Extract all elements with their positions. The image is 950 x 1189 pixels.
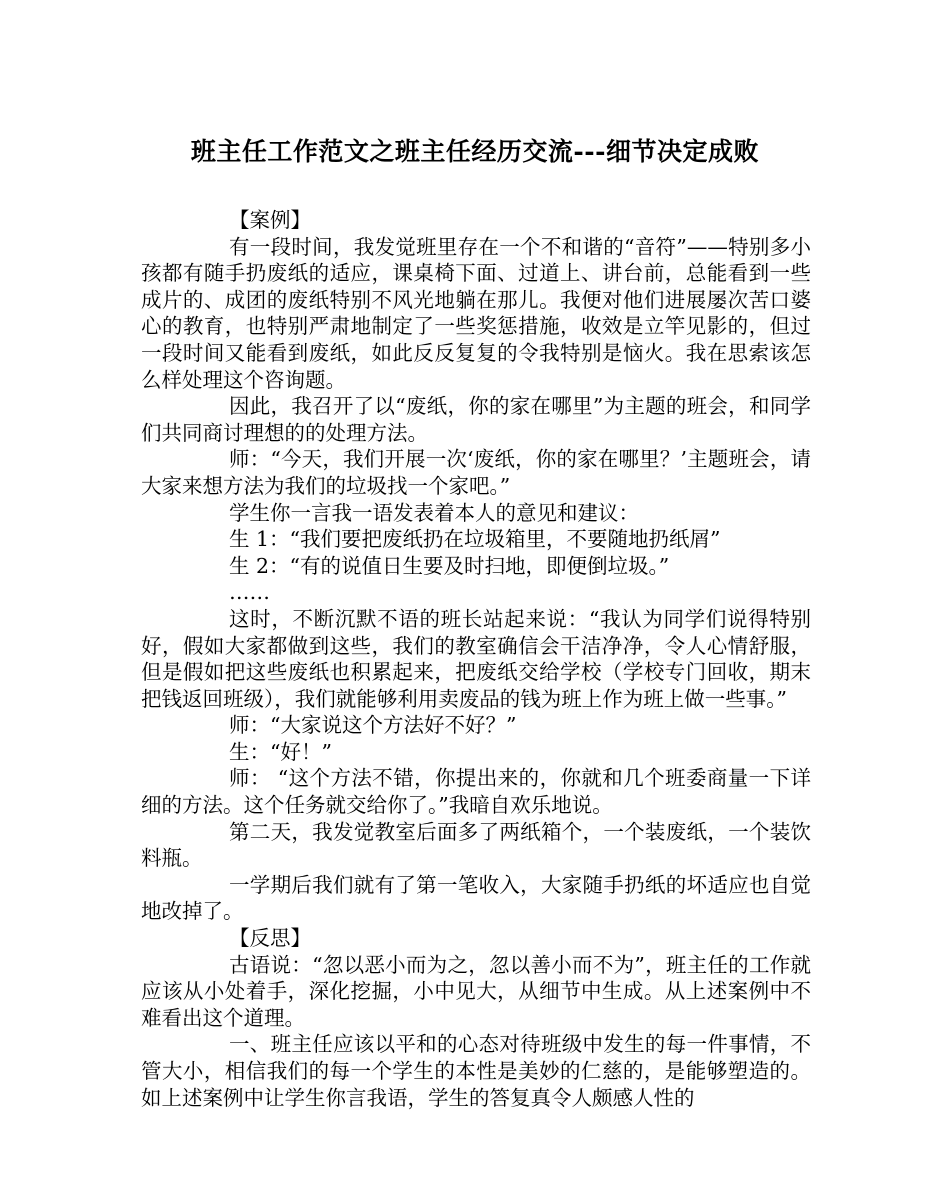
paragraph: 古语说：“忽以恶小而为之，忽以善小而不为”，班主任的工作就应该从小处着手，深化挖掘，小中见大，从细节中生成。从上述案例中不难看出这个道理。 (141, 952, 811, 1030)
paragraph: 生 2：“有的说值日生要及时扫地，即便倒垃圾。” (229, 553, 670, 578)
paragraph: 这时，不断沉默不语的班长站起来说：“我认为同学们说得特别好，假如大家都做到这些，我们的教室确信会干洁净净，令人心情舒服，但是假如把这些废纸也积累起来，把废纸交给学校（学校专门回收，期末把钱返回班级），我们就能够利用卖废品的钱为班上作为班上做一些事。” (141, 606, 811, 711)
document-title: 班主任工作范文之班主任经历交流---细节决定成败 (190, 137, 760, 166)
paragraph: 一学期后我们就有了第一笔收入，大家随手扔纸的坏适应也自觉地改掉了。 (141, 872, 811, 924)
paragraph-ellipsis: …… (229, 580, 270, 605)
paragraph: 有一段时间，我发觉班里存在一个不和谐的“音符”——特别多小孩都有随手扔废纸的适应，课桌椅下面、过道上、讲台前，总能看到一些成片的、成团的废纸特别不风光地躺在那儿。我便对他们进展屡次苦口婆心的教育，也特别严肃地制定了一些奖惩措施，收效是立竿见影的，但过一段时间又能看到废纸，如此反反复复的令我特别是恼火。我在思索该怎么样处理这个咨询题。 (141, 234, 811, 392)
paragraph: 师： “这个方法不错，你提出来的，你就和几个班委商量一下详细的方法。这个任务就交给你了。”我暗自欢乐地说。 (141, 766, 811, 818)
paragraph: 第二天，我发觉教室后面多了两纸箱个，一个装废纸，一个装饮料瓶。 (141, 819, 811, 871)
paragraph: 生 1：“我们要把废纸扔在垃圾箱里，不要随地扔纸屑” (229, 527, 721, 552)
paragraph-reflection-heading: 【反思】 (229, 926, 311, 951)
paragraph: 师：“今天，我们开展一次‘废纸，你的家在哪里？’主题班会，请大家来想方法为我们的垃圾找一个家吧。” (141, 447, 811, 498)
paragraph: 学生你一言我一语发表着本人的意见和建议： (229, 500, 639, 525)
paragraph-case-heading: 【案例】 (229, 208, 311, 232)
paragraph: 一、班主任应该以平和的心态对待班级中发生的每一件事情，不管大小，相信我们的每一个学生的本性是美妙的仁慈的，是能够塑造的。如上述案例中让学生你言我语，学生的答复真令人颇感人性的 (141, 1032, 811, 1110)
paragraph: 师：“大家说这个方法好不好？” (229, 713, 517, 738)
paragraph: 因此，我召开了以“废纸，你的家在哪里”为主题的班会，和同学们共同商讨理想的的处理方法。 (141, 394, 811, 445)
document-body (141, 207, 811, 1111)
paragraph: 生：“好！” (229, 739, 332, 764)
